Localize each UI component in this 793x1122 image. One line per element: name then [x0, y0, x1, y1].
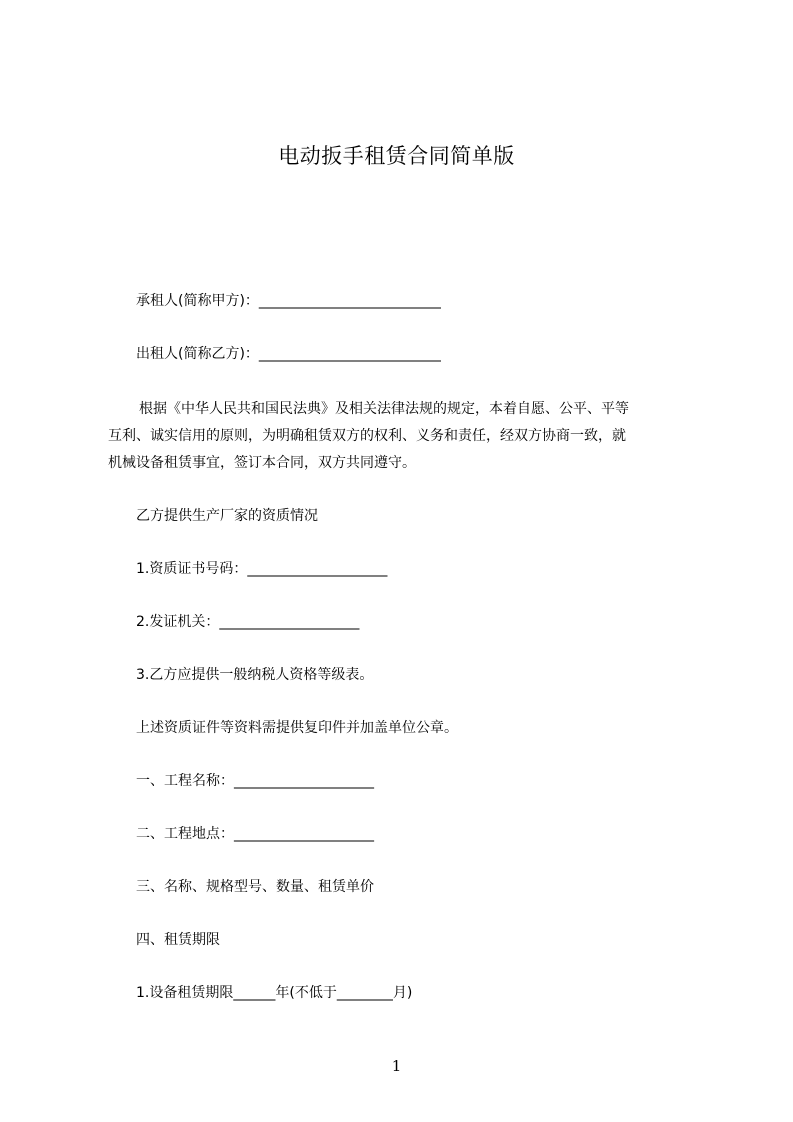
project-name-line: 一、工程名称：____________________ — [136, 773, 374, 789]
lessor-line: 出租人(简称乙方)：__________________________ — [136, 346, 441, 362]
intro-line-1: 根据《中华人民共和国民法典》及相关法律法规的规定，本着自愿、公平、平等 — [139, 401, 629, 417]
term-item-1: 1.设备租赁期限______年(不低于________月) — [136, 985, 413, 1001]
project-site-line: 二、工程地点：____________________ — [136, 826, 374, 842]
intro-line-2: 互利、诚实信用的原则，为明确租赁双方的权利、义务和责任，经双方协商一致，就 — [108, 428, 626, 444]
intro-paragraph — [108, 396, 704, 477]
tax-qualification-line: 3.乙方应提供一般纳税人资格等级表。 — [136, 667, 374, 683]
document-title: 电动扳手租赁合同简单版 — [278, 144, 515, 168]
term-heading: 四、租赁期限 — [136, 932, 220, 948]
cert-number-line: 1.资质证书号码：____________________ — [136, 561, 388, 577]
issuer-line: 2.发证机关：____________________ — [136, 614, 360, 630]
qualification-note: 上述资质证件等资料需提供复印件并加盖单位公章。 — [136, 720, 458, 736]
lessee-line: 承租人(简称甲方)：__________________________ — [136, 293, 441, 309]
page-number: 1 — [391, 1057, 402, 1075]
specs-heading: 三、名称、规格型号、数量、租赁单价 — [136, 879, 374, 895]
intro-line-3: 机械设备租赁事宜，签订本合同，双方共同遵守。 — [108, 455, 416, 471]
qualification-heading: 乙方提供生产厂家的资质情况 — [136, 508, 318, 524]
